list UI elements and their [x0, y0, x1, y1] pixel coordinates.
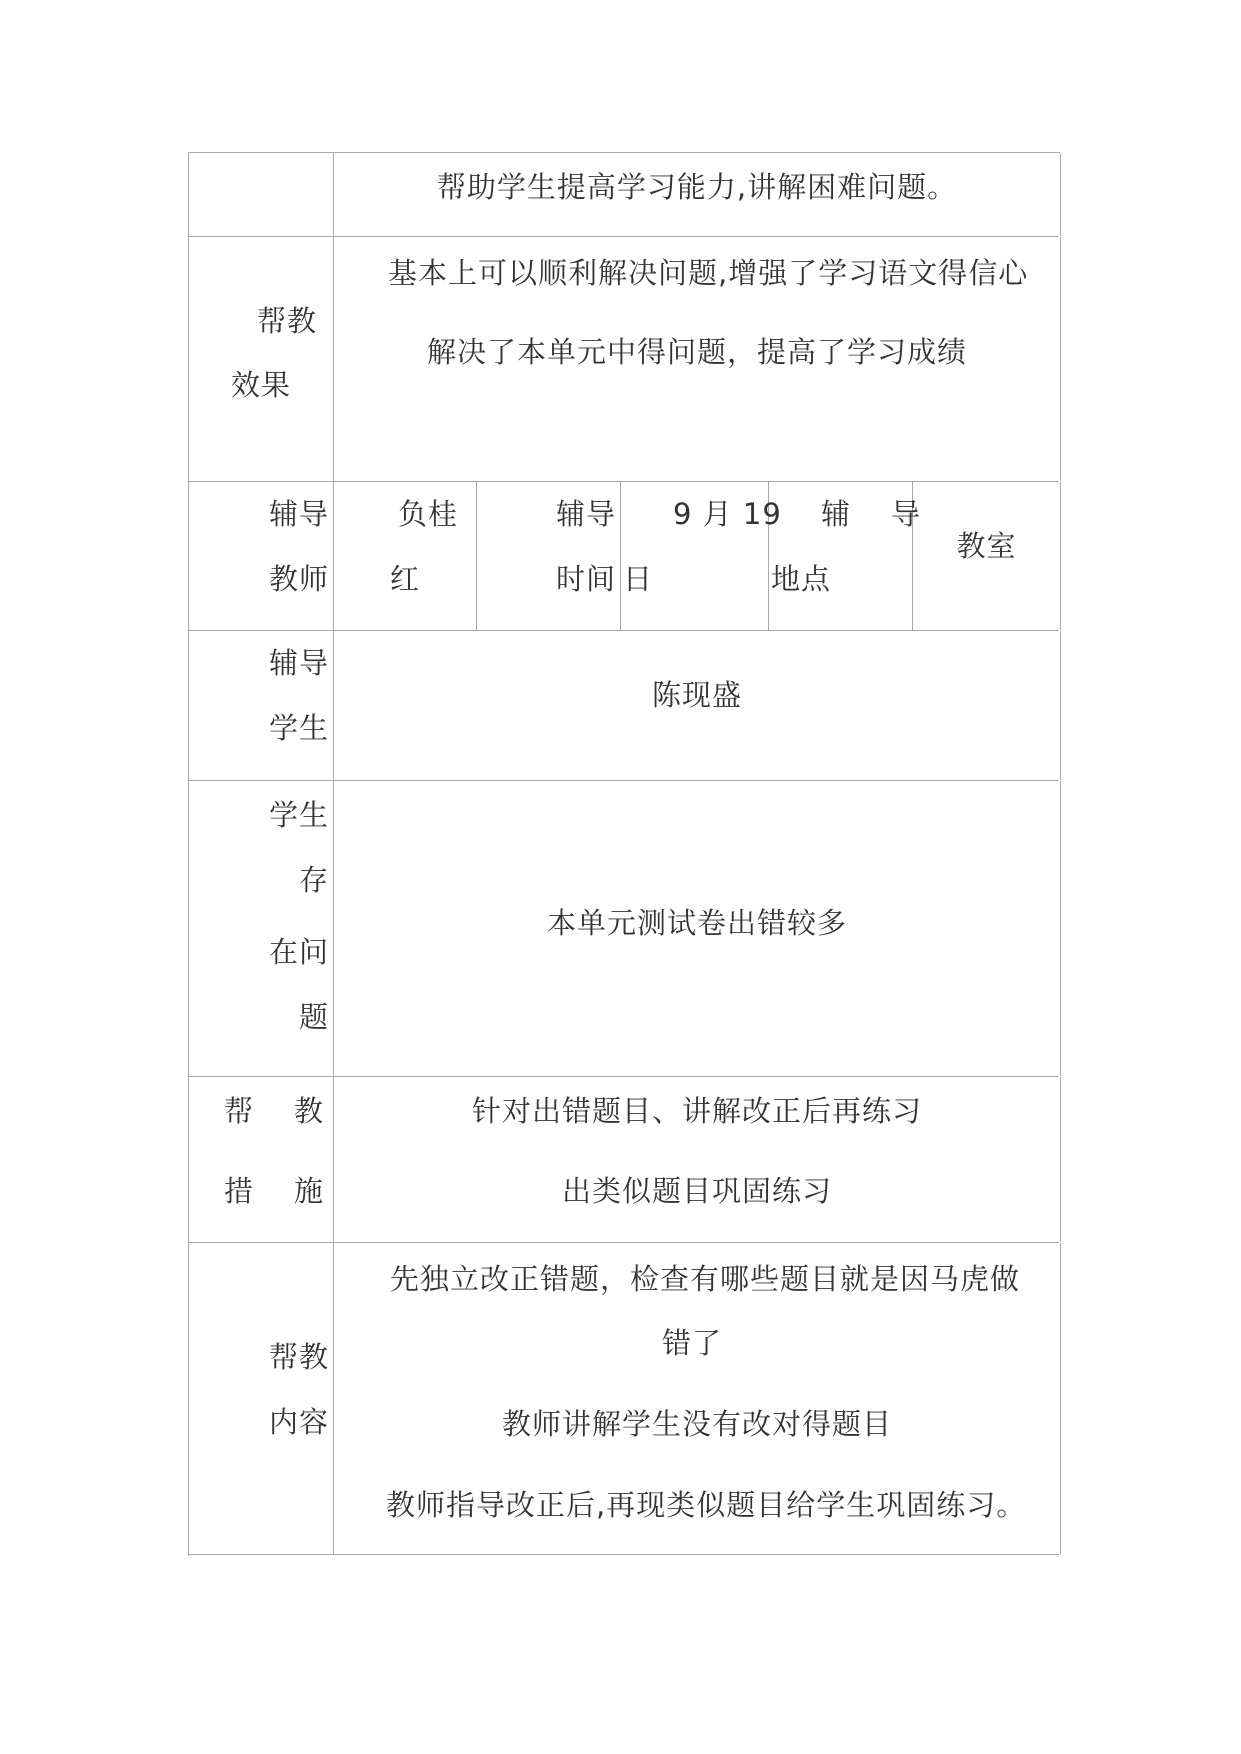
time-value-line-1: 9 月 19: [673, 497, 782, 531]
time-label-cell: [477, 482, 621, 630]
row-label-cell: [189, 1243, 334, 1554]
teacher-name-line-1: 负桂: [398, 497, 459, 531]
effect-text-line-2: 解决了本单元中得问题，提高了学习成绩: [426, 335, 967, 369]
content-text-line-3: 教师讲解学生没有改对得题目: [501, 1407, 892, 1441]
table-row-problems: [189, 781, 1059, 1077]
problems-label-line-4: 题: [298, 1000, 329, 1034]
table-row-measures: [189, 1077, 1059, 1243]
content-label-line-1: 帮教: [268, 1340, 329, 1374]
student-label-line-2: 学生: [268, 711, 329, 745]
row-label-cell: [189, 1077, 334, 1242]
measures-label-line-1: 帮 教: [223, 1094, 329, 1128]
place-label-cell: [769, 482, 927, 630]
content-text-line-4: 教师指导改正后,再现类似题目给学生巩固练习。: [386, 1488, 1027, 1522]
place-label-line-1: 辅 导: [821, 497, 927, 531]
table-row-content: [189, 1243, 1059, 1555]
time-value-cell: [621, 482, 782, 630]
time-label-line-2: 时间: [555, 562, 616, 596]
student-name: 陈现盛: [651, 678, 742, 712]
row-label-cell: [189, 482, 334, 630]
place-value-cell: [913, 482, 1061, 630]
content-text-cell: [334, 1243, 1061, 1554]
row-label-cell: [189, 237, 334, 481]
table-row-tutor-info: [189, 482, 1059, 631]
student-content-cell: [334, 631, 1061, 780]
table-row-student: [189, 631, 1059, 781]
effect-text-line-1: 基本上可以顺利解决问题,增强了学习语文得信心: [388, 256, 1029, 290]
measures-text-line-1: 针对出错题目、讲解改正后再练习: [471, 1094, 922, 1128]
effect-label-line-2: 效果: [230, 368, 291, 402]
row-label-cell: [189, 781, 334, 1076]
student-label-line-1: 辅导: [268, 646, 329, 680]
measures-text-line-2: 出类似题目巩固练习: [561, 1174, 832, 1208]
goal-content-cell: [334, 153, 1061, 236]
time-label-line-1: 辅导: [555, 497, 616, 531]
problems-content-cell: [334, 781, 1061, 1076]
content-text-line-1: 先独立改正错题，检查有哪些题目就是因马虎做: [390, 1262, 1021, 1296]
content-text-line-2: 错了: [661, 1326, 722, 1360]
tutoring-record-table: [188, 152, 1060, 1556]
effect-label-line-1: 帮教: [256, 304, 317, 338]
measures-label-line-2: 措 施: [223, 1174, 329, 1208]
content-label-line-2: 内容: [268, 1405, 329, 1439]
problems-text: 本单元测试卷出错较多: [546, 906, 847, 940]
row-label-cell: [189, 631, 334, 780]
table-row-effect: [189, 237, 1059, 482]
table-row-goal: [189, 153, 1059, 237]
problems-label-line-2: 存: [298, 863, 329, 897]
time-value-line-2: 日: [623, 562, 654, 596]
problems-label-line-3: 在问: [268, 935, 329, 969]
teacher-value-cell: [334, 482, 477, 630]
place-value: 教室: [956, 529, 1017, 563]
goal-text: 帮助学生提高学习能力,讲解困难问题。: [436, 170, 958, 204]
measures-content-cell: [334, 1077, 1061, 1242]
place-label-line-2: 地点: [771, 562, 832, 596]
effect-content-cell: [334, 237, 1061, 481]
teacher-name-line-2: 红: [390, 562, 421, 596]
teacher-label-line-1: 辅导: [268, 497, 329, 531]
teacher-label-line-2: 教师: [268, 562, 329, 596]
problems-label-line-1: 学生: [268, 798, 329, 832]
row-label-cell: [189, 153, 334, 236]
